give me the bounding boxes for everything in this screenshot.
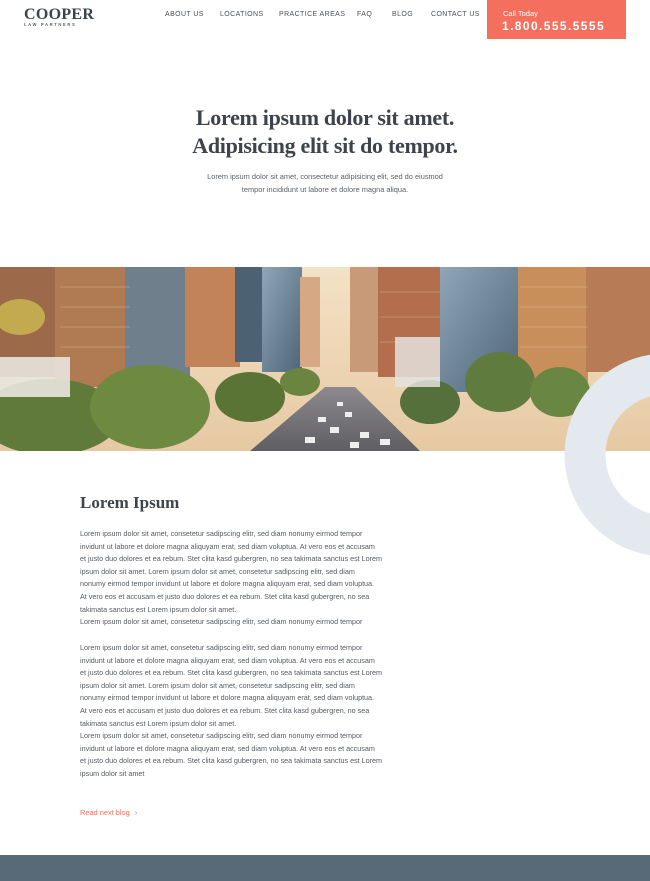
paragraph-line: invidunt ut labore et dolore magna aliquyam erat, sed diam voluptua. At vero eos et accusam: [80, 541, 375, 551]
logo[interactable]: [24, 7, 94, 28]
paragraph-line: Lorem ipsum dolor sit amet, consetetur sadipscing elitr, sed diam nonumy eirmod tempor: [80, 643, 363, 652]
paragraph-line: Lorem ipsum dolor sit amet, consetetur sadipscing elitr, sed diam nonumy eirmod tempor: [80, 529, 363, 538]
call-today-label: Call Today: [503, 9, 538, 18]
paragraph-line: et justo duo dolores et ea rebum. Stet clita kasd gubergren, no sea takimata sanctus est Lorem: [80, 668, 383, 678]
paragraph-line: takimata sanctus est Lorem ipsum dolor sit amet.: [80, 718, 237, 728]
hero-subtitle-line-1: Lorem ipsum dolor sit amet, consectetur adipisicing elit, sed do eiusmod: [207, 172, 443, 181]
nav-locations[interactable]: LOCATIONS: [220, 11, 264, 18]
nav-faq[interactable]: FAQ: [357, 11, 373, 18]
city-street-photo: [0, 267, 650, 451]
call-today-button[interactable]: [487, 0, 626, 39]
nav-blog[interactable]: BLOG: [392, 11, 414, 18]
nav-contact-us[interactable]: CONTACT US: [431, 11, 480, 18]
paragraph-line: nonumy eirmod tempor invidunt ut labore et dolore magna aliquyam erat, sed diam voluptua.: [80, 693, 375, 703]
ring-shape: [562, 353, 650, 558]
paragraph-line: ipsum dolor sit amet. Lorem ipsum dolor sit amet, consetetur sadipscing elitr, sed diam: [80, 680, 355, 690]
paragraph-line: invidunt ut labore et dolore magna aliquyam erat, sed diam voluptua. At vero eos et accusam: [80, 743, 375, 753]
site-header: [0, 0, 650, 40]
paragraph-line: ipsum dolor sit amet: [80, 768, 145, 778]
hero-title: [0, 104, 650, 160]
paragraph-line: At vero eos et accusam et justo duo dolores et ea rebum. Stet clita kasd gubergren, no sea: [80, 705, 370, 715]
paragraph-line: nonumy eirmod tempor invidunt ut labore et dolore magna aliquyam erat, sed diam voluptua.: [80, 579, 375, 589]
article-paragraph-1: [80, 528, 425, 629]
paragraph-line: et justo duo dolores et ea rebum. Stet clita kasd gubergren, no sea takimata sanctus est Lorem: [80, 554, 383, 564]
phone-number: 1.800.555.5555: [502, 19, 606, 33]
nav-about-us[interactable]: ABOUT US: [165, 11, 204, 18]
paragraph-line: takimata sanctus est Lorem ipsum dolor sit amet.: [80, 604, 237, 614]
hero-subtitle: [180, 170, 470, 196]
footer-band: [0, 855, 650, 881]
decorative-ring: [562, 353, 650, 558]
read-next-blog-link[interactable]: [80, 808, 137, 817]
logo-name: COOPER: [24, 6, 95, 23]
city-street-illustration: [0, 267, 650, 451]
paragraph-line: et justo duo dolores et ea rebum. Stet clita kasd gubergren, no sea takimata sanctus est Lorem: [80, 756, 383, 766]
paragraph-line: At vero eos et accusam et justo duo dolores et ea rebum. Stet clita kasd gubergren, no sea: [80, 591, 370, 601]
hero-subtitle-line-2: tempor incididunt ut labore et dolore magna aliqua.: [241, 185, 409, 194]
article-title: Lorem Ipsum: [80, 493, 180, 512]
paragraph-line: Lorem ipsum dolor sit amet, consetetur sadipscing elitr, sed diam nonumy eirmod tempor: [80, 617, 363, 627]
hero-title-line-1: Lorem ipsum dolor sit amet.: [195, 105, 455, 130]
logo-tagline: LAW PARTNERS: [24, 22, 77, 27]
hero-title-line-2: Adipisicing elit sit do tempor.: [192, 133, 458, 158]
chevron-right-icon: ›: [134, 808, 138, 817]
nav-practice-areas[interactable]: PRACTICE AREAS: [279, 11, 346, 18]
paragraph-line: Lorem ipsum dolor sit amet, consetetur sadipscing elitr, sed diam nonumy eirmod tempor: [80, 731, 363, 741]
read-next-label: Read next blog: [80, 808, 130, 817]
paragraph-line: invidunt ut labore et dolore magna aliquyam erat, sed diam voluptua. At vero eos et accusam: [80, 655, 375, 665]
article-paragraph-2: [80, 642, 425, 781]
paragraph-line: ipsum dolor sit amet. Lorem ipsum dolor sit amet, consetetur sadipscing elitr, sed diam: [80, 566, 355, 576]
